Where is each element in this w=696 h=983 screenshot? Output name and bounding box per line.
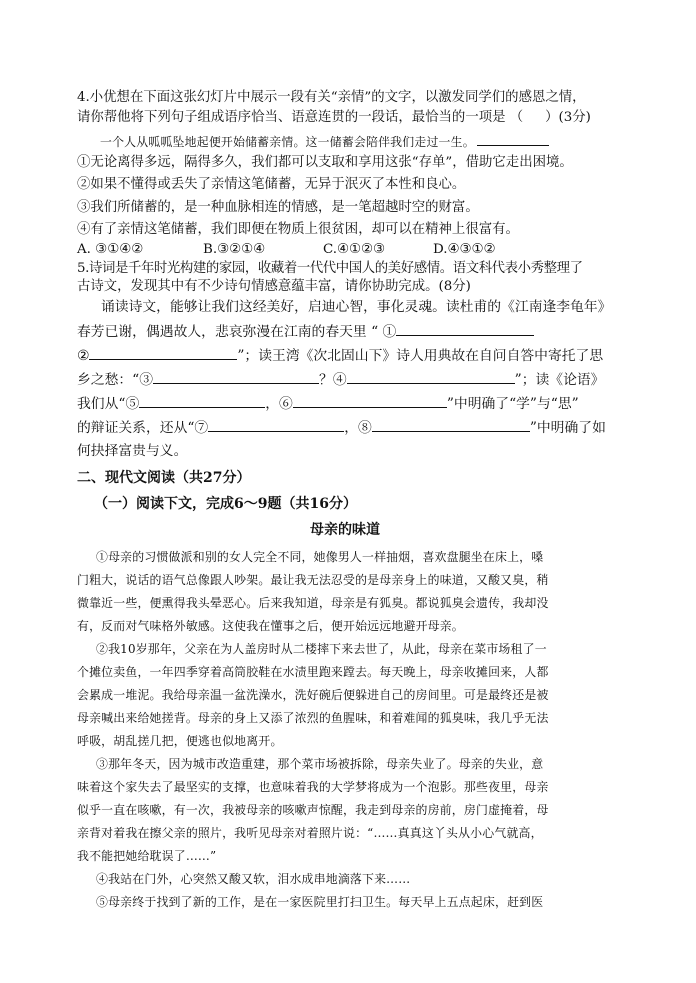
essay-title: 母亲的味道 <box>310 522 380 538</box>
q5-paragraph-line2 <box>77 321 534 342</box>
section-subheading: （一）阅读下文，完成6～9题（共16分） <box>94 496 357 512</box>
q5-blank-7[interactable] <box>208 417 344 432</box>
essay-line: 亲背对着我在擦父亲的照片，我听见母亲对着照片说：“……真真这丫头从小心气就高， <box>77 826 543 840</box>
essay-line: ③那年冬天，因为城市改造重建，那个菜市场被拆除，母亲失业了。母亲的失业，意 <box>96 757 544 771</box>
q4-stem-text: 请你帮他将下列句子组成语序恰当、语意连贯的一段话，最恰当的一项是 （ <box>77 110 524 125</box>
essay-line: ①母亲的习惯做派和别的女人完全不同，她像男人一样抽烟，喜欢盘腿坐在床上，嗓 <box>96 550 544 564</box>
q5-blank4-prefix: ？④ <box>319 372 347 388</box>
q5-stem-line2: 古诗文，发现其中有不少诗句情感意蕴丰富，请你协助完成。(8分) <box>77 279 471 294</box>
q4-stem-line1: 4.小优想在下面这张幻灯片中展示一段有关“亲情”的文字，以激发同学们的感恩之情， <box>77 90 586 105</box>
q4-lead-text: 一个人从呱呱坠地起便开始储蓄亲情。这一储蓄会陪伴我们走过一生。 <box>100 135 475 149</box>
q5-blank2-suffix: ”；读王湾《次北固山下》诗人用典故在自问自答中寄托了思 <box>237 348 604 364</box>
essay-line: 微靠近一些，便熏得我头晕恶心。后来我知道，母亲是有狐臭。都说狐臭会遗传，我却没 <box>77 596 549 610</box>
q5-paragraph-line5 <box>77 393 579 414</box>
q4-option-a[interactable]: A. ③①④② <box>77 242 144 257</box>
essay-line: 会累成一堆泥。我给母亲温一盆洗澡水，洗好碗后便躲进自己的房间里。可是最终还是被 <box>77 688 549 702</box>
q5-blank4-suffix: ”；读《论语》 <box>514 372 605 388</box>
q5-blank5-prefix: 我们从“⑤ <box>77 396 140 412</box>
q4-sentence-1: ①无论离得多远，隔得多久，我们都可以支取和享用这张“存单”，借助它走出困境。 <box>77 155 573 170</box>
q5-blank-1[interactable] <box>396 321 534 336</box>
q4-options <box>77 240 496 260</box>
essay-line: 个摊位卖鱼，一年四季穿着高筒胶鞋在水渍里跑来蹚去。每天晚上，母亲收摊回来，人都 <box>77 665 549 679</box>
essay-line: 有，反而对气味格外敏感。这使我在懂事之后，便开始远远地避开母亲。 <box>77 619 464 633</box>
q5-paragraph-line7: 何抉择富贵与义。 <box>77 443 188 459</box>
q4-lead-sentence <box>100 131 549 152</box>
essay-line: 我不能把她给耽误了……” <box>77 849 217 863</box>
q4-points: ）(3分) <box>545 110 591 125</box>
q5-blank-6[interactable] <box>293 393 447 408</box>
q4-option-c[interactable]: C.④①②③ <box>323 242 386 257</box>
q5-blank8-prefix: ，⑧ <box>344 420 372 436</box>
q5-blank-4[interactable] <box>347 369 515 384</box>
q5-blank2-prefix: ② <box>77 348 90 364</box>
q5-blank6-suffix: ”中明确了“学”与“思” <box>446 396 579 412</box>
q4-sentence-3: ③我们所储蓄的，是一种血脉相连的情感，是一笔超越时空的财富。 <box>77 200 479 215</box>
q4-sentence-4: ④有了亲情这笔储蓄，我们即便在物质上很贫困，却可以在精神上很富有。 <box>77 222 519 237</box>
q5-blank-3[interactable] <box>153 369 319 384</box>
q5-blank6-prefix: ，⑥ <box>265 396 293 412</box>
q4-option-b[interactable]: B.③②①④ <box>203 242 266 257</box>
q5-paragraph-line3 <box>77 345 603 366</box>
essay-line: ④我站在门外，心突然又酸又软，泪水成串地滴落下来…… <box>96 872 411 886</box>
q5-paragraph-line6 <box>77 417 606 438</box>
q5-stem-line1: 5.诗词是千年时光构建的家园，收藏着一代代中国人的美好感情。语文科代表小秀整理了 <box>77 261 583 276</box>
essay-line: 门粗大，说话的语气总像跟人吵架。最让我无法忍受的是母亲身上的味道，又酸又臭，稍 <box>77 573 549 587</box>
q5-blank1-prefix: 春芳已谢，偶遇故人，悲哀弥漫在江南的春天里 “ ① <box>77 324 397 340</box>
q4-lead-blank[interactable] <box>477 131 549 146</box>
q5-blank-2[interactable] <box>89 345 237 360</box>
q4-stem-line2 <box>77 108 591 128</box>
essay-line: 呼吸，胡乱搓几把，便逃也似地离开。 <box>77 734 283 748</box>
q5-blank3-prefix: 乡之愁：“③ <box>77 372 154 388</box>
q5-paragraph-line1: 诵读诗文，能够让我们这经美好，启迪心智，事化灵魂。读杜甫的《江南逢李龟年》 <box>101 299 612 315</box>
q5-blank-8[interactable] <box>372 417 530 432</box>
essay-line: ②我10岁那年，父亲在为人盖房时从二楼摔下来去世了，从此，母亲在菜市场租了一 <box>96 642 547 656</box>
essay-line: 似乎一直在咳嗽，有一次，我被母亲的咳嗽声惊醒，我走到母亲的房前，房门虚掩着，母 <box>77 803 549 817</box>
essay-line: 母亲喊出来给她搓背。母亲的身上又添了浓烈的鱼腥味，和着难闻的狐臭味，我几乎无法 <box>77 711 549 725</box>
q5-blank-5[interactable] <box>139 393 265 408</box>
essay-line: 味着这个家失去了最坚实的支撑，也意味着我的大学梦将成为一个泡影。那些夜里，母亲 <box>77 780 549 794</box>
essay-line: ⑤母亲终于找到了新的工作，是在一家医院里打扫卫生。每天早上五点起床，赶到医 <box>96 895 544 909</box>
q5-blank8-suffix: ”中明确了如 <box>529 420 606 436</box>
q5-blank7-prefix: 的辩证关系，还从“⑦ <box>77 420 209 436</box>
q4-sentence-2: ②如果不懂得或丢失了亲情这笔储蓄，无异于泯灭了本性和良心。 <box>77 177 466 192</box>
q4-option-d[interactable]: D.④③①② <box>433 242 496 257</box>
q5-paragraph-line4 <box>77 369 604 390</box>
section-heading: 二、现代文阅读（共27分） <box>77 470 251 486</box>
